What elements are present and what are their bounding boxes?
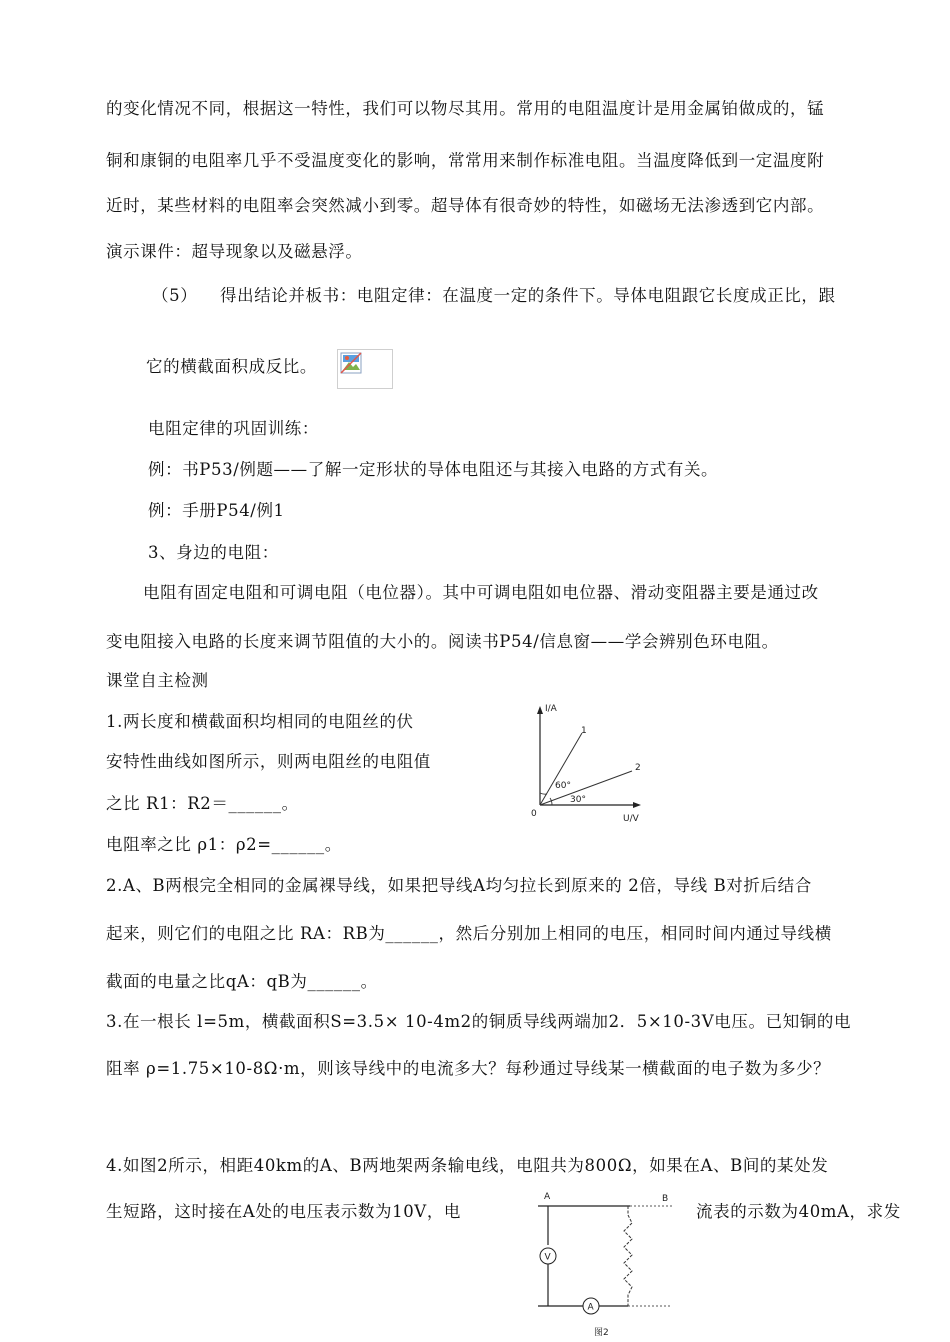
y-axis-label: I/A xyxy=(545,704,557,714)
paragraph-line: 演示课件：超导现象以及磁悬浮。 xyxy=(106,242,363,261)
angle-arc-60 xyxy=(540,793,547,794)
x-axis-arrow xyxy=(633,802,641,808)
origin-label: 0 xyxy=(531,809,537,819)
short-circuit-path xyxy=(624,1206,632,1306)
line-2 xyxy=(540,771,632,805)
question-line: 3.在一根长 l=5m，横截面积S=3.5× 10-4m2的铜质导线两端加2．5×10-3V电压。已知铜的电 xyxy=(106,1012,852,1031)
section-heading: 课堂自主检测 xyxy=(106,671,209,690)
angle-30-label: 30° xyxy=(570,795,586,805)
question-line: 起来，则它们的电阻之比 RA：RB为______，然后分别加上相同的电压，相同时间内通过导线横 xyxy=(106,924,832,943)
question-line: 流表的示数为40mA，求发 xyxy=(696,1202,901,1221)
paragraph-line: 铜和康铜的电阻率几乎不受温度变化的影响，常常用来制作标准电阻。当温度降低到一定温度附 xyxy=(106,151,825,170)
paragraph-line: 电阻有固定电阻和可调电阻（电位器）。其中可调电阻如电位器、滑动变阻器主要是通过改 xyxy=(143,583,819,602)
iv-characteristic-graph xyxy=(525,698,655,824)
item-number: （5） xyxy=(152,286,198,305)
circuit-diagram-fig2 xyxy=(528,1185,688,1340)
example-line: 例：手册P54/例1 xyxy=(148,501,285,520)
figure-caption: 图2 xyxy=(594,1328,609,1338)
question-line: 安特性曲线如图所示，则两电阻丝的电阻值 xyxy=(106,752,431,771)
point-a-label: A xyxy=(544,1192,551,1202)
question-line: 生短路，这时接在A处的电压表示数为10V，电 xyxy=(106,1202,462,1221)
section-heading: 3、身边的电阻： xyxy=(148,543,279,562)
question-line: 4.如图2所示，相距40km的A、B两地架两条输电线，电阻共为800Ω，如果在A、B间的某处发 xyxy=(106,1156,829,1175)
paragraph-line: 它的横截面积成反比。 xyxy=(146,357,317,376)
broken-image-icon xyxy=(337,349,393,389)
line-2-label: 2 xyxy=(635,763,641,773)
y-axis-arrow xyxy=(537,706,543,714)
angle-60-label: 60° xyxy=(555,781,571,791)
question-line: 1.两长度和横截面积均相同的电阻丝的伏 xyxy=(106,712,414,731)
paragraph-line: 的变化情况不同，根据这一特性，我们可以物尽其用。常用的电阻温度计是用金属铂做成的，锰 xyxy=(106,99,825,118)
paragraph-line: 得出结论并板书：电阻定律：在温度一定的条件下。导体电阻跟它长度成正比，跟 xyxy=(220,286,836,305)
question-line: 电阻率之比 ρ1：ρ2=______。 xyxy=(106,835,342,854)
question-line: 阻率 ρ=1.75×10-8Ω·m，则该导线中的电流多大？每秒通过导线某一横截面的电子数为多少？ xyxy=(106,1059,831,1078)
paragraph-line: 变电阻接入电路的长度来调节阻值的大小的。阅读书P54/信息窗——学会辨别色环电阻。 xyxy=(106,632,779,651)
ammeter-label: A xyxy=(587,1302,594,1313)
x-axis-label: U/V xyxy=(623,814,639,824)
example-line: 例：书P53/例题——了解一定形状的导体电阻还与其接入电路的方式有关。 xyxy=(148,460,719,479)
line-1-label: 1 xyxy=(581,726,587,736)
question-line: 截面的电量之比qA：qB为______。 xyxy=(106,972,378,991)
section-heading: 电阻定律的巩固训练： xyxy=(148,419,319,438)
voltmeter-label: V xyxy=(544,1252,551,1263)
question-line: 之比 R1：R2＝______。 xyxy=(106,794,299,813)
question-line: 2.A、B两根完全相同的金属裸导线，如果把导线A均匀拉长到原来的 2倍，导线 B对折后结合 xyxy=(106,876,812,895)
paragraph-line: 近时，某些材料的电阻率会突然减小到零。超导体有很奇妙的特性，如磁场无法渗透到它内部。 xyxy=(106,196,825,215)
point-b-label: B xyxy=(662,1194,669,1204)
